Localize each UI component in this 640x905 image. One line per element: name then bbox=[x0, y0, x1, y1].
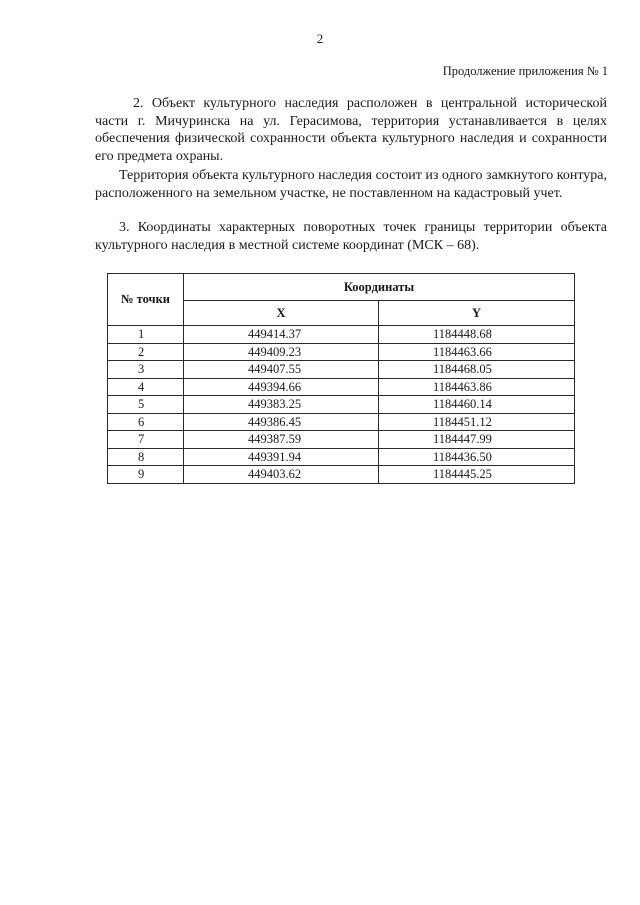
table-row bbox=[108, 343, 575, 361]
header-x: X bbox=[184, 301, 379, 326]
point-number-cell: 9 bbox=[108, 466, 184, 484]
table-row bbox=[108, 466, 575, 484]
table-row bbox=[108, 361, 575, 379]
point-number-cell: 5 bbox=[108, 396, 184, 414]
table-row bbox=[108, 326, 575, 344]
paragraph-coordinates-intro: 3. Координаты характерных поворотных точек границы территории объекта культурного наследия в местной системе координат (МСК – 68). bbox=[95, 220, 607, 253]
y-coordinate-cell: 1184451.12 bbox=[379, 413, 575, 431]
x-coordinate-cell: 449414.37 bbox=[184, 326, 379, 344]
table-row bbox=[108, 396, 575, 414]
x-coordinate-cell: 449386.45 bbox=[184, 413, 379, 431]
point-number-cell: 8 bbox=[108, 448, 184, 466]
x-coordinate-cell: 449403.62 bbox=[184, 466, 379, 484]
y-coordinate-cell: 1184463.66 bbox=[379, 343, 575, 361]
x-coordinate-cell: 449383.25 bbox=[184, 396, 379, 414]
point-number-cell: 3 bbox=[108, 361, 184, 379]
paragraph-location: 2. Объект культурного наследия расположен в центральной исторической части г. Мичуринска на ул. Герасимова, территория устанавливается в целях обеспечения физической сохранности объекта культурного наследия и сохранности его предмета охраны. bbox=[95, 96, 607, 164]
point-number-cell: 6 bbox=[108, 413, 184, 431]
coordinates-table bbox=[107, 273, 575, 484]
y-coordinate-cell: 1184436.50 bbox=[379, 448, 575, 466]
y-coordinate-cell: 1184448.68 bbox=[379, 326, 575, 344]
header-coordinates: Координаты bbox=[184, 274, 575, 301]
x-coordinate-cell: 449391.94 bbox=[184, 448, 379, 466]
point-number-cell: 2 bbox=[108, 343, 184, 361]
paragraph-territory: Территория объекта культурного наследия состоит из одного замкнутого контура, расположенного на земельном участке, не поставленном на кадастровый учет. bbox=[95, 168, 607, 201]
y-coordinate-cell: 1184447.99 bbox=[379, 431, 575, 449]
table-row bbox=[108, 448, 575, 466]
point-number-cell: 7 bbox=[108, 431, 184, 449]
x-coordinate-cell: 449394.66 bbox=[184, 378, 379, 396]
y-coordinate-cell: 1184460.14 bbox=[379, 396, 575, 414]
y-coordinate-cell: 1184463.86 bbox=[379, 378, 575, 396]
x-coordinate-cell: 449409.23 bbox=[184, 343, 379, 361]
page-number: 2 bbox=[316, 31, 324, 46]
y-coordinate-cell: 1184445.25 bbox=[379, 466, 575, 484]
header-point-number: № точки bbox=[108, 274, 184, 326]
point-number-cell: 1 bbox=[108, 326, 184, 344]
table-row bbox=[108, 413, 575, 431]
header-y: Y bbox=[379, 301, 575, 326]
y-coordinate-cell: 1184468.05 bbox=[379, 361, 575, 379]
appendix-continuation-note: Продолжение приложения № 1 bbox=[442, 64, 608, 78]
table-row bbox=[108, 431, 575, 449]
x-coordinate-cell: 449407.55 bbox=[184, 361, 379, 379]
table-row bbox=[108, 378, 575, 396]
x-coordinate-cell: 449387.59 bbox=[184, 431, 379, 449]
point-number-cell: 4 bbox=[108, 378, 184, 396]
